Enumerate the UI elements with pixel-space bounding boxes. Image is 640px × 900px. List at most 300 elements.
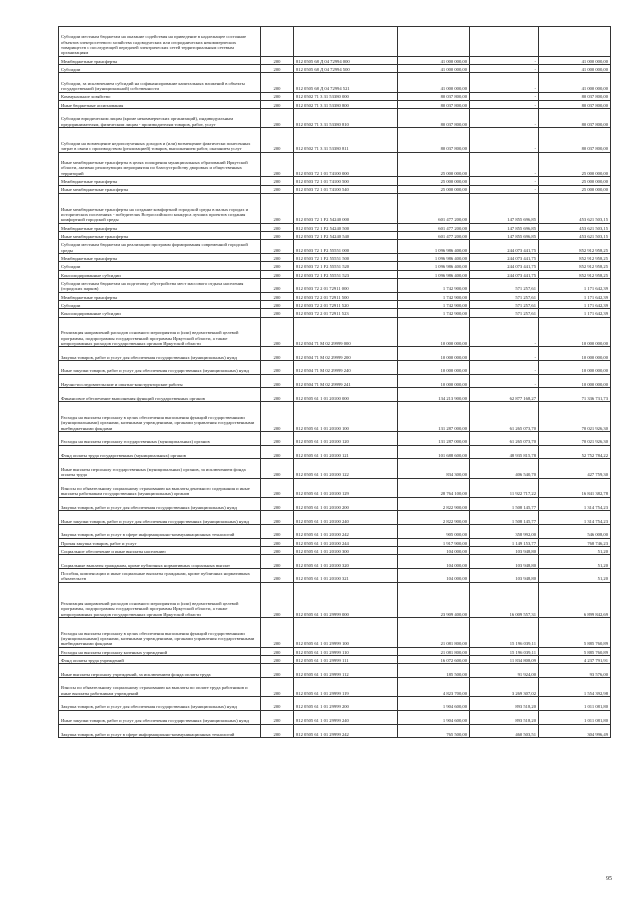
row-executed-amount: 1 508 145,77 (470, 497, 539, 511)
row-approved-amount: 4 823 700,00 (398, 678, 470, 697)
row-classification-code: 812 0503 72 1 F2 54240 540 (294, 232, 398, 240)
row-code: 200 (261, 388, 294, 402)
table-row (59, 262, 611, 270)
row-code: 200 (261, 497, 294, 511)
table-row (59, 568, 611, 582)
row-name: Межбюджетные трансферты (59, 223, 261, 231)
row-code: 200 (261, 361, 294, 375)
row-approved-amount: 2 822 900,00 (398, 511, 470, 525)
row-code: 200 (261, 223, 294, 231)
row-approved-amount: 41 000 000,00 (398, 65, 470, 73)
table-row (59, 582, 611, 617)
row-approved-amount: 16 072 600,00 (398, 656, 470, 664)
row-classification-code: 812 0503 72 1 01 74100 000 (294, 152, 398, 177)
row-executed-amount: 147 855 696,85 (470, 193, 539, 223)
table-row (59, 524, 611, 538)
row-remaining-amount: 93 576,00 (539, 664, 611, 678)
row-approved-amount: 1 917 900,00 (398, 538, 470, 546)
row-classification-code: 812 0505 61 1 01 29999 112 (294, 664, 398, 678)
row-code: 200 (261, 109, 294, 128)
row-remaining-amount: 25 000 000,00 (539, 185, 611, 193)
row-code: 200 (261, 240, 294, 254)
row-name: Иные межбюджетные трансферты в целях поощрения муниципальных образований Иркутской области, активно реализующих мероприятия по благоустройству дворовых и общественных территорий (59, 152, 261, 177)
row-classification-code: 812 0505 61 1 01 20100 000 (294, 388, 398, 402)
row-classification-code: 812 0505 61 1 01 20100 120 (294, 432, 398, 446)
row-code: 200 (261, 478, 294, 497)
row-remaining-amount: 52 752 784,22 (539, 445, 611, 459)
budget-table-body (59, 27, 611, 738)
table-row (59, 109, 611, 128)
row-classification-code: 812 0503 72 1 F2 55551 500 (294, 254, 398, 262)
row-approved-amount: 1 096 986 400,00 (398, 270, 470, 278)
row-code: 200 (261, 582, 294, 617)
row-remaining-amount: 768 746,23 (539, 538, 611, 546)
table-row (59, 347, 611, 361)
row-executed-amount: - (470, 92, 539, 100)
row-code: 200 (261, 317, 294, 347)
row-name: Консолидированные субсидии (59, 270, 261, 278)
row-remaining-amount: 1 171 642,39 (539, 278, 611, 292)
table-row (59, 647, 611, 655)
row-approved-amount: 131 287 000,00 (398, 432, 470, 446)
table-row (59, 193, 611, 223)
table-row (59, 27, 611, 57)
row-classification-code: 812 0503 72 1 F2 55551 523 (294, 270, 398, 278)
row-remaining-amount: 1 171 642,39 (539, 292, 611, 300)
row-classification-code: 812 0503 72 1 F2 55551 520 (294, 262, 398, 270)
row-name: Фонд оплаты труда учреждений (59, 656, 261, 664)
row-remaining-amount: 852 912 958,25 (539, 240, 611, 254)
row-classification-code: 812 0503 72 2 01 72911 500 (294, 292, 398, 300)
table-row (59, 538, 611, 546)
row-code: 200 (261, 568, 294, 582)
row-executed-amount: 91 924,00 (470, 664, 539, 678)
table-row (59, 270, 611, 278)
row-code: 200 (261, 432, 294, 446)
row-executed-amount: 62 877 168,27 (470, 388, 539, 402)
row-remaining-amount: 1 171 642,39 (539, 300, 611, 308)
table-row (59, 724, 611, 738)
row-approved-amount: 80 037 800,00 (398, 100, 470, 108)
row-code: 200 (261, 697, 294, 711)
row-name: Иные межбюджетные трансферты на создание комфортной городской среды в малых городах и исторических поселениях - победителях Всероссийского конкурса лучших проектов создания комфортной городской среды (59, 193, 261, 223)
row-classification-code: 812 0502 71 3 31 53380 000 (294, 92, 398, 100)
row-name: Расходы на выплаты персоналу в целях обеспечения выполнения функций государственными (муниципальными) органами, казенными учреждениями, органами управления государственными внебюджетными фондами (59, 617, 261, 647)
row-code: 200 (261, 65, 294, 73)
row-code: 200 (261, 555, 294, 569)
table-row (59, 478, 611, 497)
table-row (59, 388, 611, 402)
row-executed-amount: 16 009 557,31 (470, 582, 539, 617)
row-approved-amount: 131 287 000,00 (398, 402, 470, 432)
row-executed-amount: - (470, 56, 539, 64)
row-classification-code: 812 0505 68 Д 04 72994 521 (294, 73, 398, 92)
row-remaining-amount: 10 000 000,00 (539, 361, 611, 375)
row-code (261, 27, 294, 57)
row-remaining-amount: 51,20 (539, 568, 611, 582)
row-classification-code: 812 0505 61 1 01 29999 111 (294, 656, 398, 664)
row-classification-code (294, 27, 398, 57)
page-number: 95 (606, 876, 612, 882)
row-classification-code: 812 0504 71 М 02 29999 200 (294, 347, 398, 361)
row-executed-amount: - (470, 347, 539, 361)
row-name: Субсидии юридическим лицам (кроме некоммерческих организаций), индивидуальным предпринимателям, физическим лицам - производителям товаров, работ, услуг (59, 109, 261, 128)
row-approved-amount: 10 000 000,00 (398, 374, 470, 388)
row-name: Субсидии (59, 262, 261, 270)
row-classification-code: 812 0505 61 1 01 20100 244 (294, 538, 398, 546)
row-classification-code: 812 0505 61 1 01 20100 240 (294, 511, 398, 525)
table-row (59, 177, 611, 185)
table-row (59, 65, 611, 73)
row-code: 200 (261, 278, 294, 292)
row-name: Финансовое обеспечение выполнения функций государственных органов (59, 388, 261, 402)
row-name: Консолидированные субсидии (59, 309, 261, 317)
row-remaining-amount: 51,20 (539, 546, 611, 554)
table-row (59, 656, 611, 664)
row-name: Межбюджетные трансферты (59, 56, 261, 64)
row-classification-code: 812 0505 61 1 01 29999 000 (294, 582, 398, 617)
row-remaining-amount: 70 021 926,30 (539, 432, 611, 446)
table-row (59, 128, 611, 153)
table-row (59, 223, 611, 231)
row-classification-code: 812 0505 61 1 01 29999 242 (294, 724, 398, 738)
row-code: 200 (261, 724, 294, 738)
row-executed-amount: 147 855 696,85 (470, 232, 539, 240)
row-code: 200 (261, 56, 294, 64)
row-classification-code: 812 0505 61 1 01 20100 121 (294, 445, 398, 459)
row-classification-code: 812 0505 61 1 01 20100 321 (294, 568, 398, 582)
row-classification-code: 812 0503 72 2 01 72911 000 (294, 278, 398, 292)
row-code: 200 (261, 347, 294, 361)
row-remaining-amount: 10 000 000,00 (539, 374, 611, 388)
row-executed-amount: 11 922 717,22 (470, 478, 539, 497)
row-classification-code: 812 0505 68 Д 04 72994 500 (294, 65, 398, 73)
row-approved-amount: 80 037 800,00 (398, 92, 470, 100)
row-approved-amount: 101 688 600,00 (398, 445, 470, 459)
row-code: 200 (261, 656, 294, 664)
row-approved-amount: 601 477 200,00 (398, 232, 470, 240)
row-approved-amount: 601 477 200,00 (398, 223, 470, 231)
row-name: Пособия, компенсации и иные социальные выплаты гражданам, кроме публичных нормативных обязательств (59, 568, 261, 582)
row-approved-amount: 1 742 900,00 (398, 300, 470, 308)
row-name: Взносы по обязательному социальному страхованию на выплаты по оплате труда работников и иные выплаты работникам учреждений (59, 678, 261, 697)
row-executed-amount: 1 149 153,77 (470, 538, 539, 546)
row-classification-code: 812 0505 61 1 01 20100 320 (294, 555, 398, 569)
row-executed-amount: 3 269 307,02 (470, 678, 539, 697)
row-executed-amount: - (470, 317, 539, 347)
row-remaining-amount: 453 621 503,15 (539, 223, 611, 231)
row-remaining-amount: 4 237 791,91 (539, 656, 611, 664)
row-remaining-amount: 41 000 000,00 (539, 65, 611, 73)
row-approved-amount: 601 477 200,00 (398, 193, 470, 223)
row-code: 200 (261, 300, 294, 308)
row-approved-amount: 134 213 900,00 (398, 388, 470, 402)
row-executed-amount: - (470, 109, 539, 128)
row-approved-amount: 25 000 000,00 (398, 152, 470, 177)
row-classification-code: 812 0505 68 Д 04 72994 000 (294, 56, 398, 64)
row-code: 200 (261, 524, 294, 538)
table-row (59, 402, 611, 432)
row-approved-amount: 28 764 100,00 (398, 478, 470, 497)
table-row (59, 254, 611, 262)
row-executed-amount: 15 196 039,11 (470, 617, 539, 647)
row-name: Реализация направлений расходов основного мероприятия и (или) ведомственной целевой программы, подпрограммы государственной программы Иркутской области, а также непрограммных расходов государственных органов Иркутской области (59, 317, 261, 347)
row-approved-amount: 104 000,00 (398, 546, 470, 554)
row-executed-amount: 893 518,20 (470, 710, 539, 724)
row-classification-code: 812 0505 61 1 01 29999 240 (294, 710, 398, 724)
row-code: 200 (261, 254, 294, 262)
row-remaining-amount: 70 021 926,30 (539, 402, 611, 432)
row-remaining-amount: 80 037 800,00 (539, 92, 611, 100)
row-code: 200 (261, 185, 294, 193)
row-name: Закупка товаров, работ и услуг для обеспечения государственных (муниципальных) нужд (59, 347, 261, 361)
row-name: Субсидии, за исключением субсидий на софинансирование капитальных вложений в объекты государственной (муниципальной) собственности (59, 73, 261, 92)
row-executed-amount (470, 27, 539, 57)
row-executed-amount: 103 948,80 (470, 568, 539, 582)
budget-report-sheet (58, 26, 610, 738)
row-executed-amount: 460 503,51 (470, 724, 539, 738)
row-approved-amount: 834 300,00 (398, 459, 470, 478)
row-code: 200 (261, 546, 294, 554)
row-code: 200 (261, 374, 294, 388)
row-executed-amount: 244 073 441,75 (470, 240, 539, 254)
row-code: 200 (261, 617, 294, 647)
row-classification-code: 812 0505 61 1 01 20100 242 (294, 524, 398, 538)
row-executed-amount: 244 073 441,75 (470, 262, 539, 270)
row-classification-code: 812 0503 72 1 01 74100 500 (294, 177, 398, 185)
row-code: 200 (261, 92, 294, 100)
row-name: Субсидии на возмещение недополученных доходов и (или) возмещение фактически понесенных затрат в связи с производством (реализацией) товаров, выполнением работ, оказанием услуг (59, 128, 261, 153)
row-name: Научно-исследовательские и опытно-конструкторские работы (59, 374, 261, 388)
row-executed-amount: - (470, 361, 539, 375)
table-row (59, 185, 611, 193)
row-executed-amount: - (470, 73, 539, 92)
row-remaining-amount: 453 621 503,15 (539, 232, 611, 240)
row-approved-amount: 185 500,00 (398, 664, 470, 678)
table-row (59, 459, 611, 478)
row-remaining-amount: 304 996,49 (539, 724, 611, 738)
row-executed-amount: 103 948,80 (470, 555, 539, 569)
row-classification-code: 812 0505 61 1 01 20100 122 (294, 459, 398, 478)
row-remaining-amount: 71 336 731,73 (539, 388, 611, 402)
row-name: Межбюджетные трансферты (59, 292, 261, 300)
row-executed-amount: 893 518,20 (470, 697, 539, 711)
row-remaining-amount: 6 899 842,69 (539, 582, 611, 617)
row-executed-amount: 1 508 145,77 (470, 511, 539, 525)
row-remaining-amount: 1 314 754,23 (539, 511, 611, 525)
table-row (59, 710, 611, 724)
row-classification-code: 812 0503 72 2 01 72911 520 (294, 300, 398, 308)
row-classification-code: 812 0504 71 М 02 29999 241 (294, 374, 398, 388)
row-approved-amount: 10 000 000,00 (398, 361, 470, 375)
table-row (59, 73, 611, 92)
row-name: Расходы на выплаты персоналу в целях обеспечения выполнения функций государственными (муниципальными) органами, казенными учреждениями, органами управления государственными внебюджетными фондами (59, 402, 261, 432)
row-approved-amount: 765 500,00 (398, 724, 470, 738)
table-row (59, 317, 611, 347)
row-remaining-amount: 453 621 503,15 (539, 193, 611, 223)
table-row (59, 232, 611, 240)
row-approved-amount: 21 081 800,00 (398, 617, 470, 647)
row-executed-amount: 358 992,00 (470, 524, 539, 538)
row-approved-amount: 41 000 000,00 (398, 73, 470, 92)
budget-table (58, 26, 611, 738)
row-approved-amount: 1 904 600,00 (398, 710, 470, 724)
row-remaining-amount: 10 000 000,00 (539, 317, 611, 347)
row-classification-code: 812 0502 71 3 31 53380 810 (294, 109, 398, 128)
row-code: 200 (261, 511, 294, 525)
row-code: 200 (261, 292, 294, 300)
row-approved-amount: 1 096 986 400,00 (398, 262, 470, 270)
row-executed-amount: - (470, 177, 539, 185)
row-remaining-amount: 852 912 958,25 (539, 270, 611, 278)
row-name: Иные выплаты персоналу учреждений, за исключением фонда оплаты труда (59, 664, 261, 678)
row-executed-amount: - (470, 128, 539, 153)
row-executed-amount: 244 073 441,75 (470, 270, 539, 278)
row-remaining-amount: 41 000 000,00 (539, 73, 611, 92)
row-approved-amount (398, 27, 470, 57)
table-row (59, 374, 611, 388)
row-executed-amount: 571 257,61 (470, 278, 539, 292)
row-name: Субсидии (59, 65, 261, 73)
row-code: 200 (261, 193, 294, 223)
row-executed-amount: 61 265 073,70 (470, 402, 539, 432)
row-name: Иные бюджетные ассигнования (59, 100, 261, 108)
table-row (59, 511, 611, 525)
row-approved-amount: 905 000,00 (398, 524, 470, 538)
table-row (59, 445, 611, 459)
row-remaining-amount: 25 000 000,00 (539, 177, 611, 185)
row-approved-amount: 41 000 000,00 (398, 56, 470, 64)
row-approved-amount: 10 000 000,00 (398, 317, 470, 347)
row-executed-amount: 15 196 039,11 (470, 647, 539, 655)
row-name: Межбюджетные трансферты (59, 254, 261, 262)
row-executed-amount: 571 257,61 (470, 300, 539, 308)
row-approved-amount: 2 822 900,00 (398, 497, 470, 511)
row-executed-amount: 147 855 696,85 (470, 223, 539, 231)
row-approved-amount: 1 742 900,00 (398, 309, 470, 317)
row-classification-code: 812 0502 71 3 31 53380 800 (294, 100, 398, 108)
row-name: Закупка товаров, работ и услуг для обеспечения государственных (муниципальных) нужд (59, 497, 261, 511)
row-remaining-amount: 25 000 000,00 (539, 152, 611, 177)
row-name: Закупка товаров, работ и услуг в сфере информационно-коммуникационных технологий (59, 724, 261, 738)
table-row (59, 56, 611, 64)
row-classification-code: 812 0504 71 М 02 29999 000 (294, 317, 398, 347)
row-executed-amount: - (470, 100, 539, 108)
table-row (59, 555, 611, 569)
table-row (59, 278, 611, 292)
row-remaining-amount: 852 912 958,25 (539, 262, 611, 270)
row-name: Прочая закупка товаров, работ и услуг (59, 538, 261, 546)
row-remaining-amount: 852 912 958,25 (539, 254, 611, 262)
row-code: 200 (261, 128, 294, 153)
row-remaining-amount: 1 011 081,80 (539, 697, 611, 711)
row-remaining-amount (539, 27, 611, 57)
row-approved-amount: 23 909 400,00 (398, 582, 470, 617)
row-approved-amount: 1 742 900,00 (398, 278, 470, 292)
row-classification-code: 812 0504 71 М 02 29999 240 (294, 361, 398, 375)
row-name: Иные закупки товаров, работ и услуг для обеспечения государственных (муниципальных) нужд (59, 361, 261, 375)
row-approved-amount: 10 000 000,00 (398, 347, 470, 361)
row-classification-code: 812 0505 61 1 01 20100 200 (294, 497, 398, 511)
row-executed-amount: 48 935 815,78 (470, 445, 539, 459)
row-classification-code: 812 0505 61 1 01 29999 119 (294, 678, 398, 697)
row-name: Субсидии местным бюджетам на реализацию программ формирования современной городской среды (59, 240, 261, 254)
table-row (59, 92, 611, 100)
row-classification-code: 812 0505 61 1 01 20100 300 (294, 546, 398, 554)
row-executed-amount: - (470, 374, 539, 388)
table-row (59, 546, 611, 554)
row-code: 200 (261, 262, 294, 270)
row-remaining-amount: 427 759,30 (539, 459, 611, 478)
row-code: 200 (261, 678, 294, 697)
row-name: Расходы на выплаты персоналу казенных учреждений (59, 647, 261, 655)
row-name: Взносы по обязательному социальному страхованию на выплаты денежного содержания и иные выплаты работникам государственных (муниципальных) органов (59, 478, 261, 497)
row-name: Расходы на выплаты персоналу государственных (муниципальных) органов (59, 432, 261, 446)
row-name: Иные закупки товаров, работ и услуг для обеспечения государственных (муниципальных) нужд (59, 511, 261, 525)
row-approved-amount: 80 037 800,00 (398, 128, 470, 153)
row-classification-code: 812 0505 61 1 01 20100 129 (294, 478, 398, 497)
row-code: 200 (261, 538, 294, 546)
row-code: 200 (261, 177, 294, 185)
row-code: 200 (261, 402, 294, 432)
row-name: Коммунальное хозяйство (59, 92, 261, 100)
row-code: 200 (261, 445, 294, 459)
row-code: 200 (261, 73, 294, 92)
row-remaining-amount: 41 000 000,00 (539, 56, 611, 64)
row-remaining-amount: 80 037 800,00 (539, 100, 611, 108)
row-remaining-amount: 1 011 081,80 (539, 710, 611, 724)
row-code: 200 (261, 647, 294, 655)
table-row (59, 678, 611, 697)
row-approved-amount: 1 096 986 400,00 (398, 240, 470, 254)
row-executed-amount: 406 540,70 (470, 459, 539, 478)
row-code: 200 (261, 459, 294, 478)
row-name: Социальные выплаты гражданам, кроме публичных нормативных социальных выплат (59, 555, 261, 569)
row-approved-amount: 104 000,00 (398, 568, 470, 582)
row-classification-code: 812 0502 71 3 31 53380 811 (294, 128, 398, 153)
row-classification-code: 812 0503 72 1 F2 54240 500 (294, 223, 398, 231)
row-remaining-amount: 1 171 642,39 (539, 309, 611, 317)
row-code: 200 (261, 664, 294, 678)
row-classification-code: 812 0503 72 1 F2 55551 000 (294, 240, 398, 254)
table-row (59, 240, 611, 254)
row-remaining-amount: 80 037 800,00 (539, 109, 611, 128)
row-classification-code: 812 0505 61 1 01 29999 200 (294, 697, 398, 711)
row-name: Иные межбюджетные трансферты (59, 185, 261, 193)
row-remaining-amount: 80 037 800,00 (539, 128, 611, 153)
row-classification-code: 812 0505 61 1 01 29999 100 (294, 617, 398, 647)
row-name: Закупка товаров, работ и услуг в сфере информационно-коммуникационных технологий (59, 524, 261, 538)
row-name: Иные выплаты персоналу государственных (муниципальных) органов, за исключением фонда оплаты труда (59, 459, 261, 478)
row-remaining-amount: 10 000 000,00 (539, 347, 611, 361)
row-code: 200 (261, 232, 294, 240)
row-executed-amount: 244 073 441,75 (470, 254, 539, 262)
row-classification-code: 812 0503 72 2 01 72911 523 (294, 309, 398, 317)
row-code: 200 (261, 309, 294, 317)
row-approved-amount: 1 904 600,00 (398, 697, 470, 711)
row-approved-amount: 1 742 900,00 (398, 292, 470, 300)
table-row (59, 292, 611, 300)
table-row (59, 300, 611, 308)
row-executed-amount: - (470, 152, 539, 177)
table-row (59, 100, 611, 108)
row-code: 200 (261, 710, 294, 724)
row-executed-amount: 571 257,61 (470, 309, 539, 317)
table-row (59, 697, 611, 711)
row-approved-amount: 21 081 800,00 (398, 647, 470, 655)
row-name: Субсидии местным бюджетам на оказание содействия на приведение в надлежащее состояние объектов электросетевого хозяйства садоводческих или огороднических некоммерческих товариществ с последующей передачей электрических сетей территориальным сетевым организациям (59, 27, 261, 57)
table-row (59, 497, 611, 511)
